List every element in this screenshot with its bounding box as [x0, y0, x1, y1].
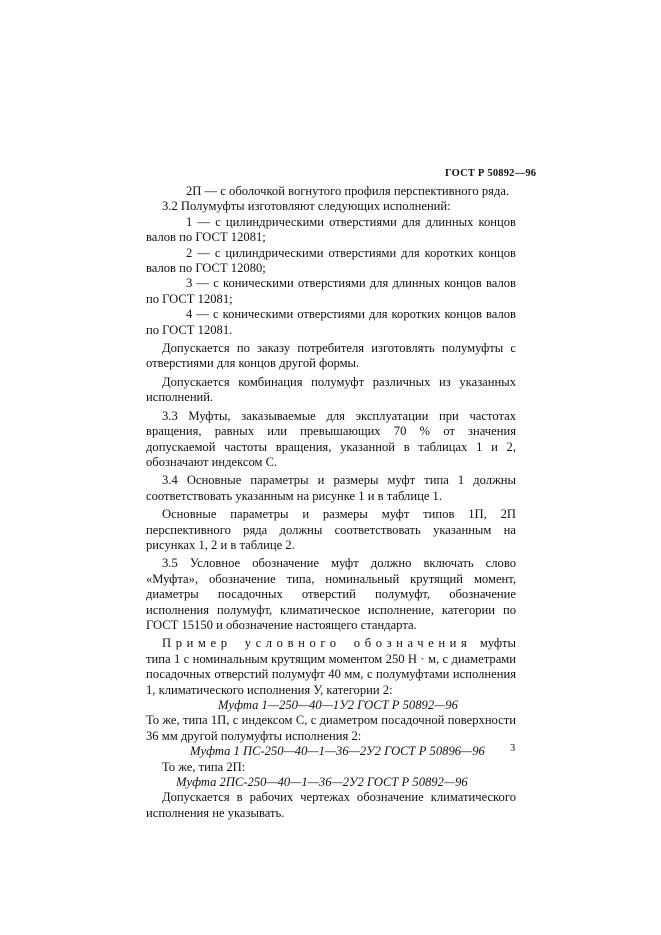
clause-3-3: 3.3 Муфты, заказываемые для эксплуатации при частотах вращения, равных или превышающих 70 % от значения допускаемой частоты вращения, указанной в таблицах 1 и 2, обозначают индексом С.: [146, 408, 516, 469]
clause-3-2: 3.2 Полумуфты изготовляют следующих исполнений:: [162, 199, 451, 214]
type-2p-description: 2П — с оболочкой вогнутого профиля перспективного ряда.: [186, 184, 510, 198]
page-number: 3: [510, 743, 516, 754]
designation-example-2: Муфта 1 ПС-250—40—1—36—2У2 ГОСТ Р 50896—96: [190, 744, 485, 759]
clause-3-5: 3.5 Условное обозначение муфт должно включать слово «Муфта», обозначение типа, номинальный крутящий момент, диаметры посадочных отверстий полумуфт, обозначение исполнения полумуфт, климатическое исполнение, категории по ГОСТ 15150 и обозначение настоящего стандарта.: [146, 556, 516, 632]
allowance-combination: Допускается комбинация полумуфт различных из указанных исполнений.: [146, 374, 516, 405]
climatic-note: Допускается в рабочих чертежах обозначение климатического исполнения не указывать.: [146, 790, 516, 820]
designation-example-1: Муфта 1—250—40—1У2 ГОСТ Р 50892—96: [218, 698, 458, 712]
example-3-text: То же, типа 2П:: [162, 759, 246, 774]
variant-4: 4 — с коническими отверстиями для коротких концов валов по ГОСТ 12081.: [146, 307, 516, 337]
example-2-text: То же, типа 1П, с индексом С, с диаметром посадочной поверхности 36 мм другой полумуфты исполнения 2:: [146, 713, 516, 743]
main-parameters-note: Основные параметры и размеры муфт типов 1П, 2П перспективного ряда должны соответствовать указанным на рисунках 1, 2 и в таблице 2.: [146, 507, 516, 552]
clause-3-4: 3.4 Основные параметры и размеры муфт типа 1 должны соответствовать указанным на рисунке 1 и в таблице 1.: [146, 473, 516, 503]
allowance-other-shape: Допускается по заказу потребителя изготовлять полумуфты с отверстиями для концов другой формы.: [146, 341, 516, 371]
example-text: муфты типа 1 с номинальным крутящим моментом 250 Н · м, с диаметрами посадочных отверстий полумуфт 40 мм, с полумуфтами исполнения 1, климатического исполнения У, категории 2:: [146, 636, 516, 697]
example-paragraph: [146, 636, 516, 698]
variant-2: 2 — с цилиндрическими отверстиями для коротких концов валов по ГОСТ 12080;: [146, 245, 516, 276]
designation-example-3: Муфта 2ПС-250—40—1—36—2У2 ГОСТ Р 50892—96: [176, 775, 468, 790]
example-heading: Пример условного обозначения: [162, 636, 472, 651]
variant-1: 1 — с цилиндрическими отверстиями для длинных концов валов по ГОСТ 12081;: [146, 214, 516, 245]
document-header: ГОСТ Р 50892—96: [445, 168, 537, 179]
variant-3: 3 — с коническими отверстиями для длинных концов валов по ГОСТ 12081;: [146, 276, 516, 306]
document-body: [146, 184, 516, 821]
